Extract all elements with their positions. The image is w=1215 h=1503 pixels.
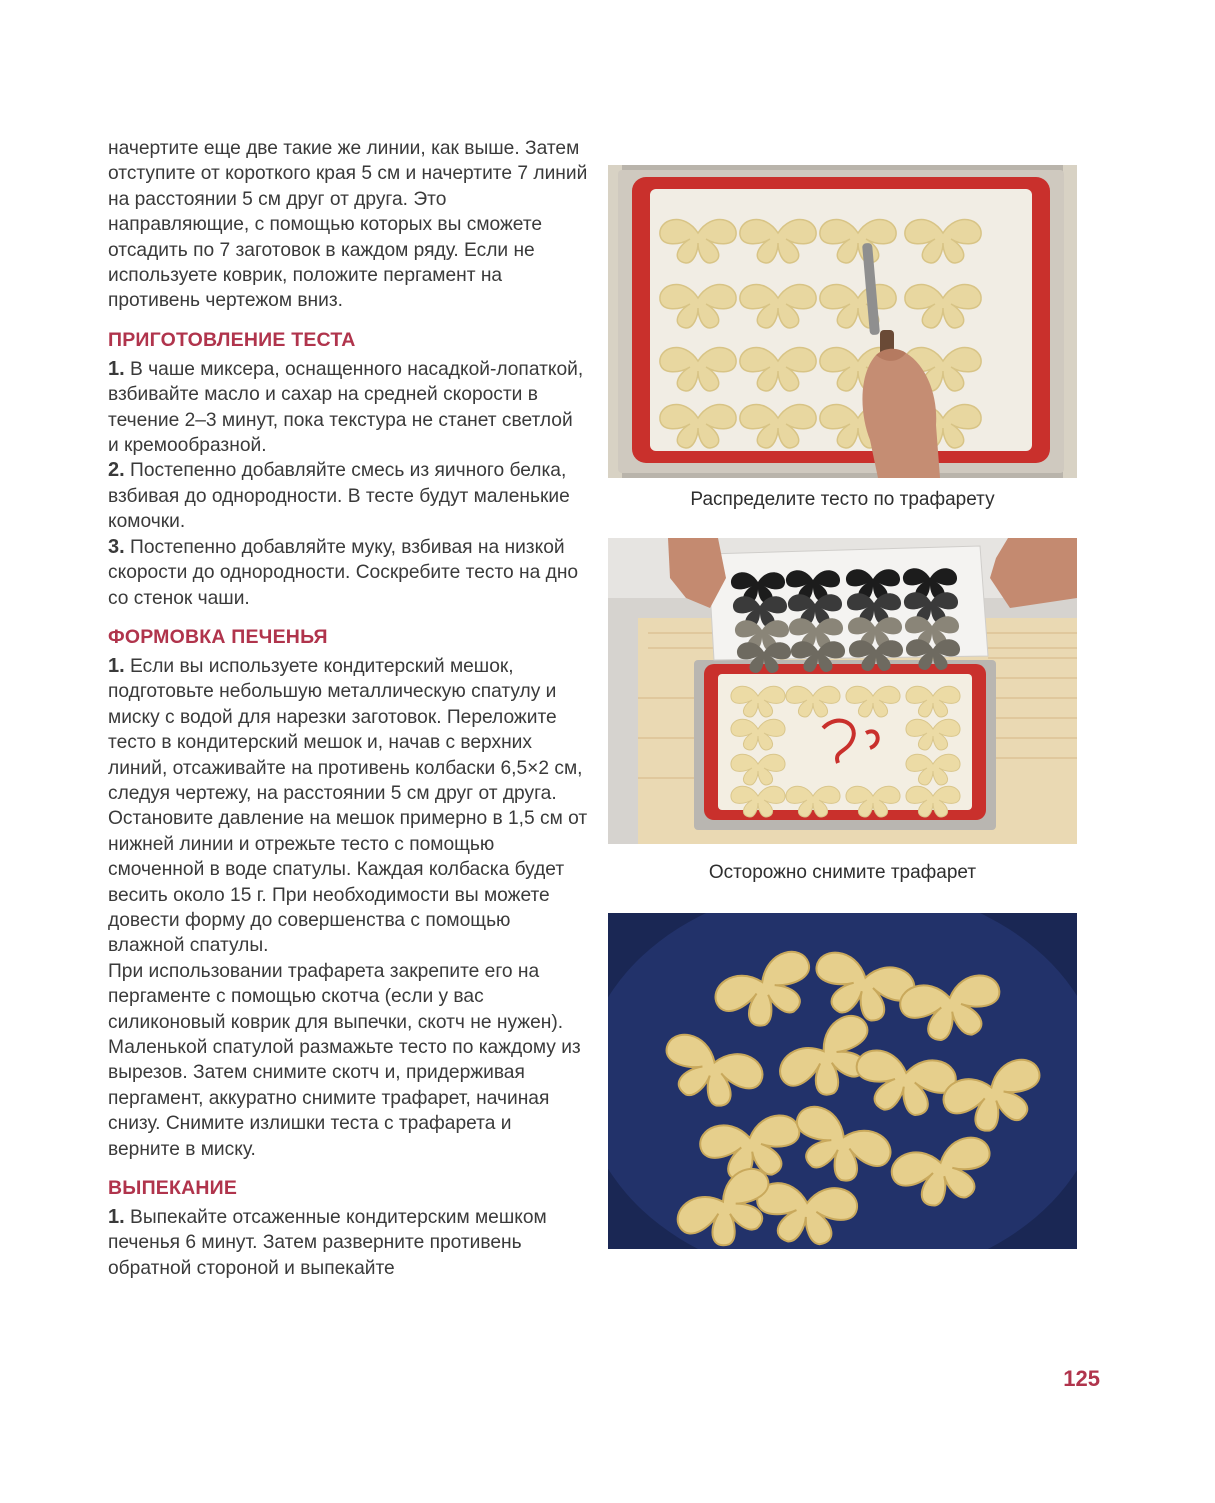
shaping-step-1: [108, 654, 588, 959]
step-text: Выпекайте отсаженные кондитерским мешком печенья 6 минут. Затем разверните противень обратной стороной и выпекайте: [108, 1207, 547, 1279]
photo-1-caption: Распределите тесто по трафарету: [690, 489, 995, 510]
photo-removing-stencil: [608, 538, 1077, 844]
step-number: 1.: [108, 357, 125, 380]
section-heading-baking: ВЫПЕКАНИЕ: [108, 1177, 238, 1200]
left-text-column: [108, 136, 588, 1281]
photo-baked-cookies: [608, 913, 1077, 1249]
step-text: Если вы используете кондитерский мешок, подготовьте небольшую металлическую спатулу и миску с водой для нарезки заготовок. Переложите тесто в кондитерский мешок и, начав с верхних линий, отсаживайте на противень колбаски 6,5×2 см, следуя чертежу, на расстоянии 5 см друг от друга. Остановите давление на мешок примерно в 1,5 см от нижней линии и отрежьте тесто с помощью смоченной в воде спатулы. Каждая колбаска будет весить около 15 г. При необходимости вы можете довести форму до совершенства с помощью влажной спатулы.: [108, 655, 588, 957]
stencil-paragraph: При использовании трафарета закрепите его на пергаменте с помощью скотча (если у вас силиконовый коврик для выпечки, скотч не нужен). Маленькой спатулой размажьте тесто по каждому из вырезов. Затем снимите скотч и, придерживая пергамент, аккуратно снимите трафарет, начиная снизу. Снимите излишки теста с трафарета и верните в миску.: [108, 960, 581, 1160]
section-heading-shaping: ФОРМОВКА ПЕЧЕНЬЯ: [108, 625, 328, 648]
baking-step-1: [108, 1205, 588, 1281]
photo-2-caption: Осторожно снимите трафарет: [708, 862, 977, 883]
step-number: 3.: [108, 535, 125, 558]
step-text: В чаше миксера, оснащенного насадкой-лопаткой, взбивайте масло и сахар на средней скорости в течение 2–3 минут, пока текстура не станет светлой и кремообразной.: [108, 358, 584, 457]
photo-baked-cookies-illustration: [608, 913, 1077, 1249]
photo-spreading-dough-illustration: [608, 165, 1077, 478]
step-number: 2.: [108, 459, 125, 482]
step-text: Постепенно добавляйте смесь из яичного белка, взбивая до однородности. В тесте будут маленькие комочки.: [108, 460, 570, 533]
page-number: 125: [1063, 1366, 1100, 1391]
dough-step-2: [108, 458, 588, 534]
photo-spreading-dough: [608, 165, 1077, 478]
intro-paragraph: начертите еще две такие же линии, как выше. Затем отступите от короткого края 5 см и начертите 7 линий на расстоянии 5 см друг от друга. Это направляющие, с помощью которых вы сможете отсадить по 7 заготовок в каждом ряду. Если не используете коврик, положите пергамент на противень чертежом вниз.: [108, 138, 588, 312]
dough-step-3: [108, 535, 588, 611]
dough-step-1: [108, 357, 588, 459]
step-number: 1.: [108, 1206, 125, 1229]
photo-removing-stencil-illustration: [608, 538, 1077, 844]
section-heading-dough: ПРИГОТОВЛЕНИЕ ТЕСТА: [108, 328, 356, 351]
step-text: Постепенно добавляйте муку, взбивая на низкой скорости до однородности. Соскребите тесто на дно со стенок чаши.: [108, 536, 579, 609]
step-number: 1.: [108, 654, 125, 677]
